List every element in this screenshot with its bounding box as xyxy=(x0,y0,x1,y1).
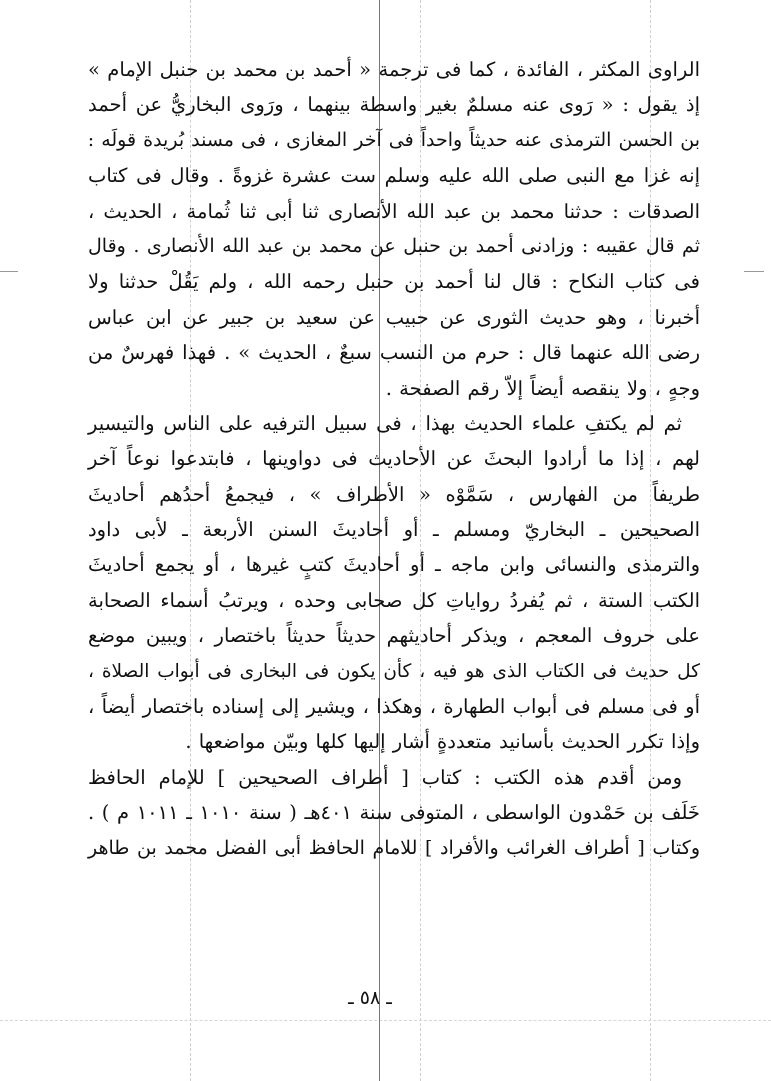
text-line: والترمذى والنسائى وابن ماجه ـ أو أحاديثَ كتبٍ غيرها ، أو يجمع أحاديثَ xyxy=(88,553,700,577)
text-line: خَلَف بن حَمْدون الواسطى ، المتوفى سنة ٤٠١هـ ( سنة ١٠١٠ ـ ١٠١١ م ) . xyxy=(88,801,700,825)
page-number: ـ ٥٨ ـ xyxy=(348,987,392,1009)
text-line: إنه غزا مع النبى صلى الله عليه وسلم ست عشرة غزوةً . وقال فى كتاب xyxy=(88,164,700,188)
margin-tick xyxy=(744,271,764,272)
margin-tick xyxy=(0,271,18,272)
text-line: الراوى المكثر ، الفائدة ، كما فى ترجمة « أحمد بن محمد بن حنبل الإمام » xyxy=(88,58,700,81)
text-line: الكتب الستة ، ثم يُفردُ رواياتِ كل صحابى وحده ، ويرتبُ أسماء الصحابة xyxy=(88,588,700,612)
text-line: الصدقات : حدثنا محمد بن عبد الله الأنصارى ثنا أبى ثنا ثُمامة ، الحديث ، xyxy=(88,199,700,223)
text-line: ومن أقدم هذه الكتب : كتاب [ أطراف الصحيحين ] للإمام الحافظ xyxy=(88,765,682,789)
text-line: إذ يقول : « رَوى عنه مسلمٌ بغير واسطة بينهما ، ورَوى البخاريُّ عن أحمد xyxy=(88,93,700,117)
text-line: ثم لم يكتفِ علماء الحديث بهذا ، فى سبيل الترفيه على الناس والتيسير xyxy=(88,411,682,435)
text-line: وإذا تكرر الحديث بأسانيد متعددةٍ أشار إليها كلها وبيّن مواضعها . xyxy=(185,730,700,754)
text-line: وجهٍ ، ولا ينقصه أيضاً إلاّ رقم الصفحة . xyxy=(385,376,700,400)
text-line: وكتاب [ أطراف الغرائب والأفراد ] للامام الحافظ أبى الفضل محمد بن طاهر xyxy=(88,836,700,859)
text-line: ثم قال عقيبه : وزادنى أحمد بن حنبل عن محمد بن عبد الله الأنصارى . وقال xyxy=(88,234,700,257)
text-line: أو فى مسلم فى أبواب الطهارة ، وهكذا ، ويشير إلى إسناده باختصار أيضاً ، xyxy=(88,695,700,719)
text-line: بن الحسن الترمذى عنه حديثاً واحداً فى آخر المغازى ، فى مسند بُريدة قولَه : xyxy=(87,128,700,151)
text-line: على حروف المعجم ، ويذكر أحاديثهم حديثاً حديثاً باختصار ، ويبين موضع xyxy=(88,624,700,648)
body-text xyxy=(88,52,700,866)
text-line: طريفاً من الفهارس ، سَمَّوْه « الأطراف » ، فيجمعُ أحدُهم أحاديثَ xyxy=(88,482,700,506)
text-line: رضى الله عنهما قال : حرم من النسب سبعٌ ، الحديث » . فهذا فهرسٌ من xyxy=(88,341,700,365)
text-line: كل حديث فى الكتاب الذى هو فيه ، كأن يكون فى البخارى فى أبواب الصلاة ، xyxy=(88,660,700,682)
text-line: الصحيحين ـ البخاريّ ومسلم ـ أو أحاديثَ السنن الأربعة ـ لأبى داود xyxy=(88,518,700,542)
scan-guide-line xyxy=(0,1020,771,1021)
text-line: أخبرنا ، وهو حديث الثورى عن حبيب عن سعيد بن جبير عن ابن عباس xyxy=(88,305,700,329)
text-line: لهم ، إذا ما أرادوا البحثَ عن الأحاديث فى دواوينها ، فابتدعوا نوعاً آخر xyxy=(88,447,700,471)
text-line: فى كتاب النكاح : قال لنا أحمد بن حنبل رحمه الله ، ولم يَقُلْ حدثنا ولا xyxy=(88,270,700,294)
